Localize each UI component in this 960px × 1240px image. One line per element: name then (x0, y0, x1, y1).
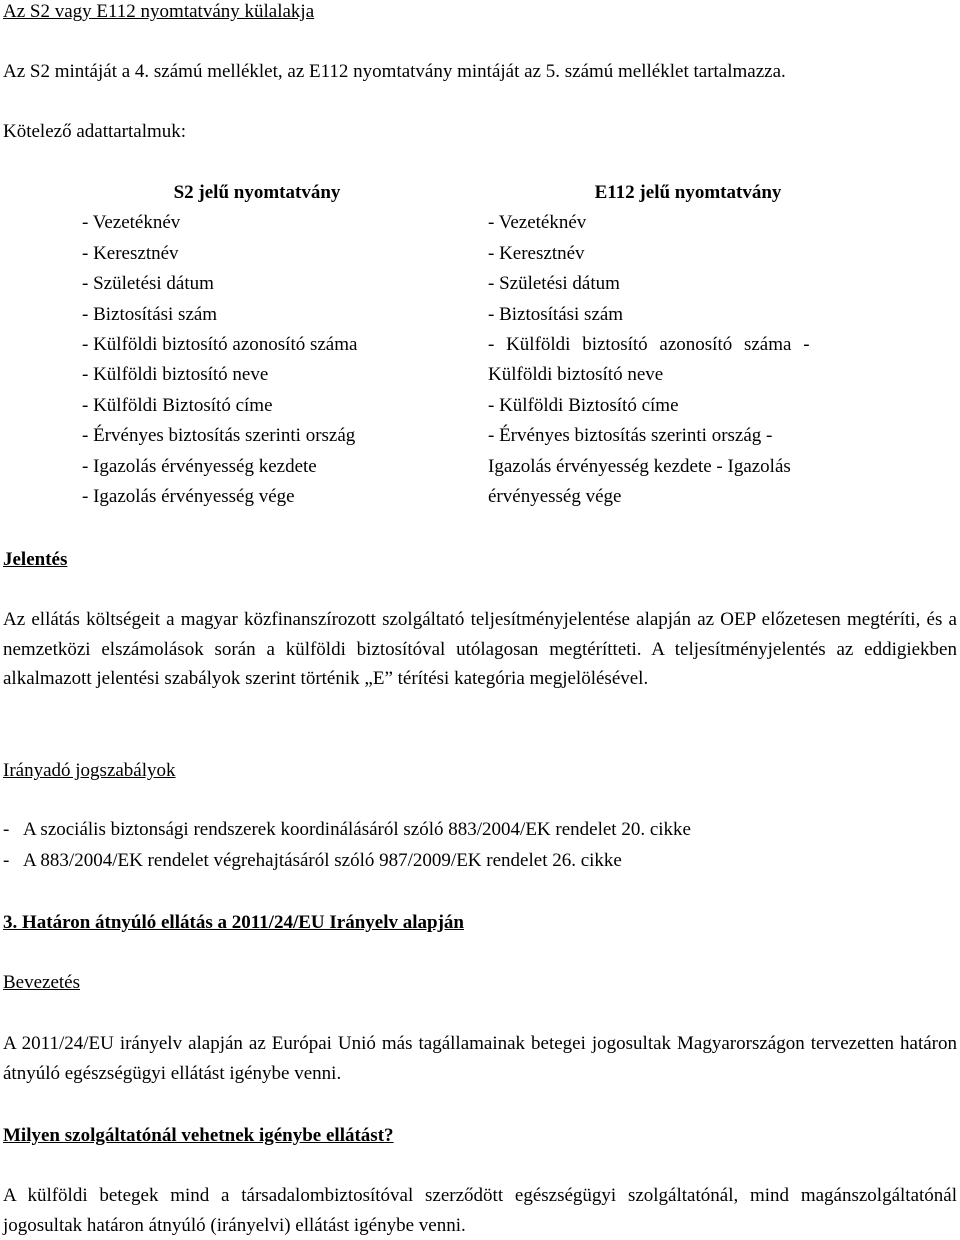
law-item-text: A 883/2004/EK rendelet végrehajtásáról szóló 987/2009/EK rendelet 26. cikke (23, 850, 622, 871)
e112-item: - Vezetéknév (488, 212, 587, 234)
e112-item: - Születési dátum (488, 273, 620, 295)
intro-paragraph: A 2011/24/EU irányelv alapján az Európai Unió más tagállamainak betegei jogosultak Magyarországon tervezetten határon átnyúló egészségügyi ellátást igénybe venni. (3, 1033, 957, 1084)
e112-item: érvényesség vége (488, 485, 622, 507)
e112-field-list (488, 178, 888, 512)
e112-heading: E112 jelű nyomtatvány (594, 182, 782, 203)
s2-item: - Külföldi Biztosító címe (82, 394, 273, 416)
provider-heading: Milyen szolgáltatónál vehetnek igénybe ellátást? (3, 1125, 394, 1146)
e112-item: Igazolás érvényesség kezdete - Igazolás (488, 455, 791, 477)
s2-item: - Érvényes biztosítás szerinti ország (82, 425, 356, 447)
s2-item: - Külföldi biztosító azonosító száma (82, 333, 358, 355)
s2-item: - Vezetéknév (82, 212, 181, 234)
s2-item: - Születési dátum (82, 273, 214, 295)
list-dash: - (3, 850, 10, 871)
report-paragraph: Az ellátás költségeit a magyar közfinanszírozott szolgáltató teljesítményjelentése alapján az OEP előzetesen megtéríti, és a nemzetközi elszámolások során a külföldi biztosítóval utólagosan megtérítteti. A teljesítményjelentés az eddigiekben alkalmazott jelentési szabályok szerint történik „E” térítési kategória megjelölésével. (3, 609, 957, 689)
e112-item: - Keresztnév (488, 242, 585, 264)
section-title: Az S2 vagy E112 nyomtatvány külalakja (3, 1, 315, 22)
mandatory-label: Kötelező adattartalmuk: (3, 121, 187, 142)
law-item (3, 849, 622, 873)
e112-item: - Érvényes biztosítás szerinti ország - (488, 425, 773, 447)
report-heading: Jelentés (3, 549, 68, 570)
provider-paragraph: A külföldi betegek mind a társadalombiztosítóval szerződött egészségügyi szolgáltatónál, mind magánszolgáltatónál jogosultak határon átnyúló (irányelvi) ellátást igénybe venni. (3, 1185, 957, 1236)
s2-item: - Igazolás érvényesség kezdete (82, 455, 317, 477)
law-heading: Irányadó jogszabályok (3, 760, 176, 781)
chapter-heading: 3. Határon átnyúló ellátás a 2011/24/EU Irányelv alapján (3, 912, 464, 933)
e112-item: - Biztosítási szám (488, 303, 624, 325)
e112-item: Külföldi biztosító neve (488, 364, 664, 386)
s2-item: - Igazolás érvényesség vége (82, 485, 295, 507)
law-item (3, 818, 691, 842)
s2-item: - Keresztnév (82, 242, 179, 264)
s2-item: - Külföldi biztosító neve (82, 364, 269, 386)
s2-field-list (82, 178, 472, 512)
intro-line: Az S2 mintáját a 4. számú melléklet, az E112 nyomtatvány mintáját az 5. számú melléklet tartalmazza. (3, 61, 786, 82)
law-item-text: A szociális biztonsági rendszerek koordinálásáról szóló 883/2004/EK rendelet 20. cikke (23, 819, 691, 840)
e112-item: - Külföldi Biztosító címe (488, 394, 679, 416)
s2-item: - Biztosítási szám (82, 303, 218, 325)
e112-item: - Külföldi biztosító azonosító száma - (488, 333, 810, 355)
intro-heading: Bevezetés (3, 972, 81, 993)
list-dash: - (3, 819, 10, 840)
s2-heading: S2 jelű nyomtatvány (173, 182, 341, 203)
